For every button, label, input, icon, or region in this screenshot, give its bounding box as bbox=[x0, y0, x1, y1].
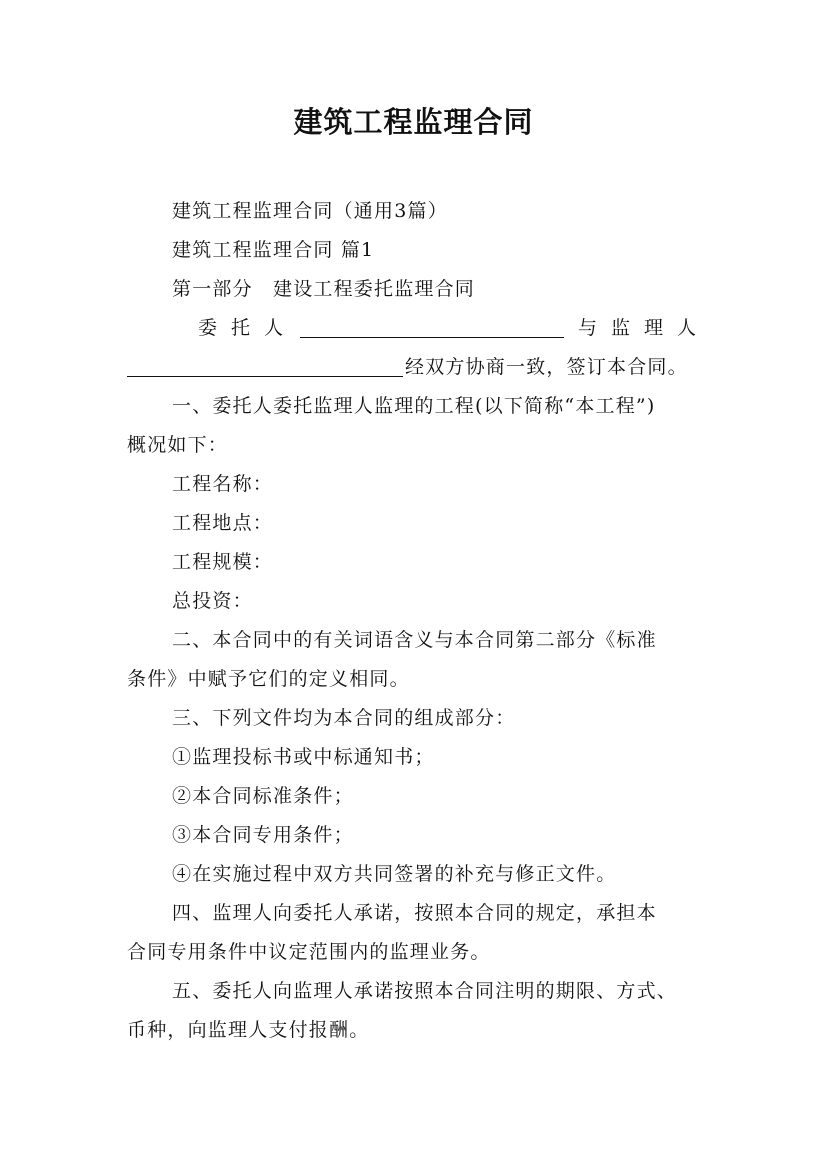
list-item: ①监理投标书或中标通知书； bbox=[172, 746, 435, 768]
field-project-scale: 工程规模： bbox=[172, 551, 274, 573]
clause-1-line-2: 概况如下： bbox=[127, 434, 229, 456]
document-subtitle: 建筑工程监理合同（通用3篇） bbox=[172, 200, 448, 222]
supervisor-name-blank[interactable] bbox=[127, 358, 403, 377]
clause-1-line-1: 一、委托人委托监理人监理的工程(以下简称“本工程”) bbox=[172, 395, 656, 417]
clause-3-intro: 三、下列文件均为本合同的组成部分： bbox=[172, 707, 516, 729]
clause-4-line-1: 四、监理人向委托人承诺，按照本合同的规定，承担本 bbox=[172, 902, 657, 924]
client-name-blank[interactable] bbox=[300, 319, 564, 338]
supervisor-label: 与监理人 bbox=[578, 317, 711, 339]
clause-5-line-2: 币种，向监理人支付报酬。 bbox=[127, 1019, 370, 1041]
section-heading: 第一部分 建设工程委托监理合同 bbox=[172, 278, 476, 300]
list-item: ③本合同专用条件； bbox=[172, 824, 354, 846]
clause-4-line-2: 合同专用条件中议定范围内的监理业务。 bbox=[127, 941, 491, 963]
part-heading: 建筑工程监理合同 篇1 bbox=[172, 239, 375, 261]
field-total-investment: 总投资： bbox=[172, 590, 253, 612]
list-item: ②本合同标准条件； bbox=[172, 785, 354, 807]
agreement-text: 经双方协商一致，签订本合同。 bbox=[405, 356, 688, 378]
clause-2-line-1: 二、本合同中的有关词语含义与本合同第二部分《标准 bbox=[172, 629, 657, 651]
client-label: 委托人 bbox=[198, 317, 298, 339]
field-project-name: 工程名称： bbox=[172, 473, 274, 495]
document-title: 建筑工程监理合同 bbox=[293, 105, 534, 139]
clause-5-line-1: 五、委托人向监理人承诺按照本合同注明的期限、方式、 bbox=[172, 980, 678, 1002]
field-project-location: 工程地点： bbox=[172, 512, 274, 534]
clause-2-line-2: 条件》中赋予它们的定义相同。 bbox=[127, 668, 410, 690]
list-item: ④在实施过程中双方共同签署的补充与修正文件。 bbox=[172, 863, 617, 885]
